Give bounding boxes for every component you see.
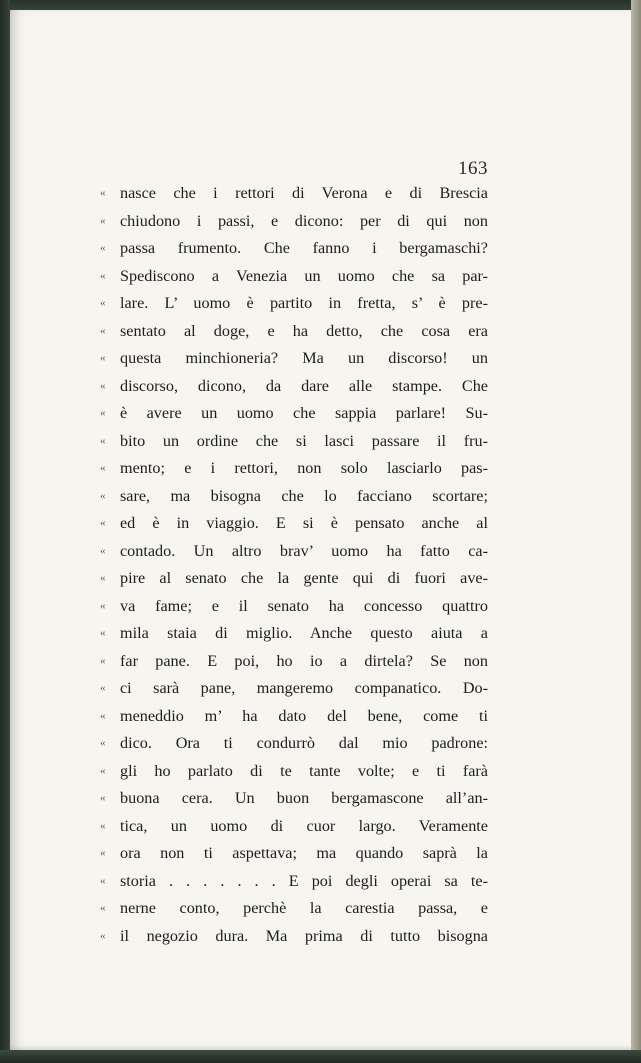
quotation-mark: « xyxy=(100,764,106,777)
quotation-mark: « xyxy=(100,902,106,914)
quotation-mark: « xyxy=(100,792,106,804)
text-line-content: sentato al doge, e ha detto, che cosa era xyxy=(120,321,488,340)
text-line xyxy=(100,868,488,896)
text-line xyxy=(100,455,488,483)
quotation-mark: « xyxy=(100,297,106,309)
quotation-mark: « xyxy=(100,599,106,612)
text-line xyxy=(100,758,488,786)
text-line xyxy=(100,565,488,593)
text-line xyxy=(100,620,488,648)
quotation-mark: « xyxy=(100,462,106,474)
text-line-content: ci sarà pane, mangeremo companatico. Do- xyxy=(120,679,488,697)
quotation-mark: « xyxy=(100,627,106,639)
text-line-content: nasce che i rettori di Verona e di Brescia xyxy=(120,184,488,202)
text-line xyxy=(100,675,488,703)
text-line xyxy=(100,180,488,208)
quotation-mark: « xyxy=(100,324,106,337)
text-line xyxy=(100,290,488,318)
quotation-mark: « xyxy=(100,407,106,419)
text-line xyxy=(100,345,488,373)
text-line-content: far pane. E poi, ho io a dirtela? Se non xyxy=(120,651,488,670)
text-line xyxy=(100,400,488,428)
quotation-mark: « xyxy=(100,544,106,557)
text-line-content: il negozio dura. Ma prima di tutto bisogna xyxy=(120,926,488,945)
text-line xyxy=(100,318,488,346)
scan-bottom-edge xyxy=(0,1050,641,1063)
text-line-content: mento; e i rettori, non solo lasciarlo pas- xyxy=(120,459,488,477)
quotation-mark: « xyxy=(100,242,106,254)
text-line-content: meneddio m’ ha dato del bene, come ti xyxy=(120,706,488,725)
quotation-mark: « xyxy=(100,737,106,749)
text-line-content: contado. Un altro brav’ uomo ha fatto ca- xyxy=(120,541,488,560)
text-line xyxy=(100,538,488,566)
text-line-content: nerne conto, perchè la carestia passa, e xyxy=(120,899,488,917)
quotation-mark: « xyxy=(100,929,106,942)
text-line-content: va fame; e il senato ha concesso quattro xyxy=(120,596,488,615)
quotation-mark: « xyxy=(100,682,106,694)
quotation-mark: « xyxy=(100,214,106,227)
text-line xyxy=(100,510,488,538)
text-line xyxy=(100,840,488,868)
quotation-mark: « xyxy=(100,352,106,364)
text-line-content: è avere un uomo che sappia parlare! Su- xyxy=(120,404,488,422)
text-line-content: chiudono i passi, e dicono: per di qui non xyxy=(120,211,488,230)
quotation-mark: « xyxy=(100,819,106,832)
text-line xyxy=(100,483,488,511)
quotation-mark: « xyxy=(100,517,106,529)
text-line xyxy=(100,235,488,263)
quotation-mark: « xyxy=(100,269,106,282)
quotation-mark: « xyxy=(100,434,106,447)
quotation-mark: « xyxy=(100,379,106,392)
quotation-mark: « xyxy=(100,489,106,502)
text-line-content: ora non ti aspettava; ma quando saprà la xyxy=(120,844,488,862)
text-line-content: gli ho parlato di te tante volte; e ti farà xyxy=(120,761,488,780)
text-line-content: dico. Ora ti condurrò dal mio padrone: xyxy=(120,734,488,752)
text-line xyxy=(100,593,488,621)
quotation-mark: « xyxy=(100,187,106,199)
text-line xyxy=(100,923,488,951)
text-line xyxy=(100,785,488,813)
text-line-content: lare. L’ uomo è partito in fretta, s’ è pre- xyxy=(120,294,488,312)
text-line xyxy=(100,813,488,841)
text-line-content: passa frumento. Che fanno i bergamaschi? xyxy=(120,239,488,257)
page-fore-edge xyxy=(631,0,641,1063)
text-line xyxy=(100,428,488,456)
text-line xyxy=(100,730,488,758)
scan-left-edge xyxy=(0,0,10,1063)
quotation-mark: « xyxy=(100,709,106,722)
text-line-content: mila staia di miglio. Anche questo aiuta a xyxy=(120,624,488,642)
body-text xyxy=(100,180,488,950)
text-line-content: buona cera. Un buon bergamascone all’an- xyxy=(120,789,488,807)
text-line xyxy=(100,648,488,676)
quotation-mark: « xyxy=(100,572,106,584)
text-line-content: questa minchioneria? Ma un discorso! un xyxy=(120,349,488,367)
page-number: 163 xyxy=(458,158,488,179)
text-line xyxy=(100,373,488,401)
text-line-content: Spediscono a Venezia un uomo che sa par- xyxy=(120,266,488,285)
quotation-mark: « xyxy=(100,847,106,859)
text-line-content: sare, ma bisogna che lo facciano scortare; xyxy=(120,486,488,505)
text-line xyxy=(100,208,488,236)
quotation-mark: « xyxy=(100,874,106,887)
text-line xyxy=(100,263,488,291)
text-line-content: storia . . . . . . . E poi degli operai sa te- xyxy=(120,871,488,890)
text-line xyxy=(100,895,488,923)
text-line-content: bito un ordine che si lasci passare il fru- xyxy=(120,431,488,450)
text-line-content: tica, un uomo di cuor largo. Veramente xyxy=(120,816,488,835)
text-line-content: pire al senato che la gente qui di fuori ave- xyxy=(120,569,488,587)
text-line-content: discorso, dicono, da dare alle stampe. Che xyxy=(120,376,488,395)
text-line xyxy=(100,703,488,731)
text-line-content: ed è in viaggio. E si è pensato anche al xyxy=(120,514,488,532)
quotation-mark: « xyxy=(100,654,106,667)
